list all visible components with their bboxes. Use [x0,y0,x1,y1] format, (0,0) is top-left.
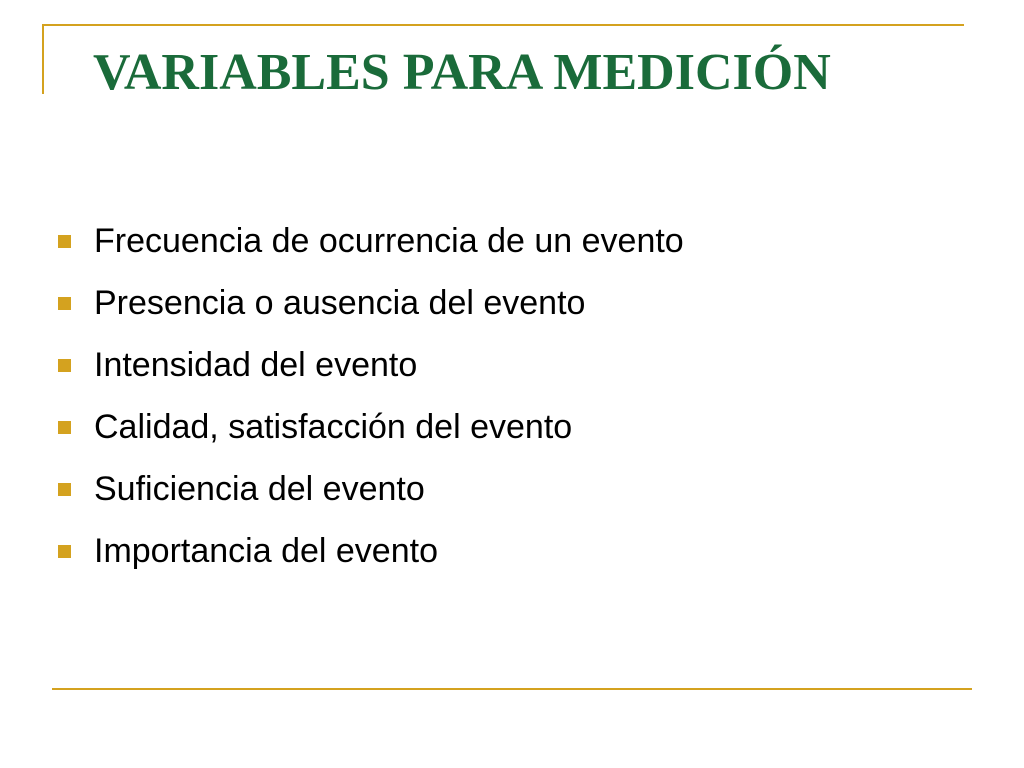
square-bullet-icon [58,235,71,248]
bullet-text: Intensidad del evento [94,345,418,384]
left-rule [42,24,44,94]
bullet-item [58,396,684,458]
bullet-text: Calidad, satisfacción del evento [94,407,573,446]
bottom-rule [52,688,972,690]
square-bullet-icon [58,421,71,434]
bullet-text: Suficiencia del evento [94,469,425,508]
square-bullet-icon [58,359,71,372]
bullet-item [58,210,684,272]
square-bullet-icon [58,297,71,310]
bullet-text: Presencia o ausencia del evento [94,283,586,322]
bullet-item [58,520,684,582]
slide-title: VARIABLES PARA MEDICIÓN [93,44,831,101]
square-bullet-icon [58,483,71,496]
top-rule [42,24,964,26]
bullet-text: Frecuencia de ocurrencia de un evento [94,221,684,260]
bullet-item [58,272,684,334]
square-bullet-icon [58,545,71,558]
bullet-item [58,334,684,396]
bullet-text: Importancia del evento [94,531,438,570]
bullet-list [58,210,684,582]
bullet-item [58,458,684,520]
